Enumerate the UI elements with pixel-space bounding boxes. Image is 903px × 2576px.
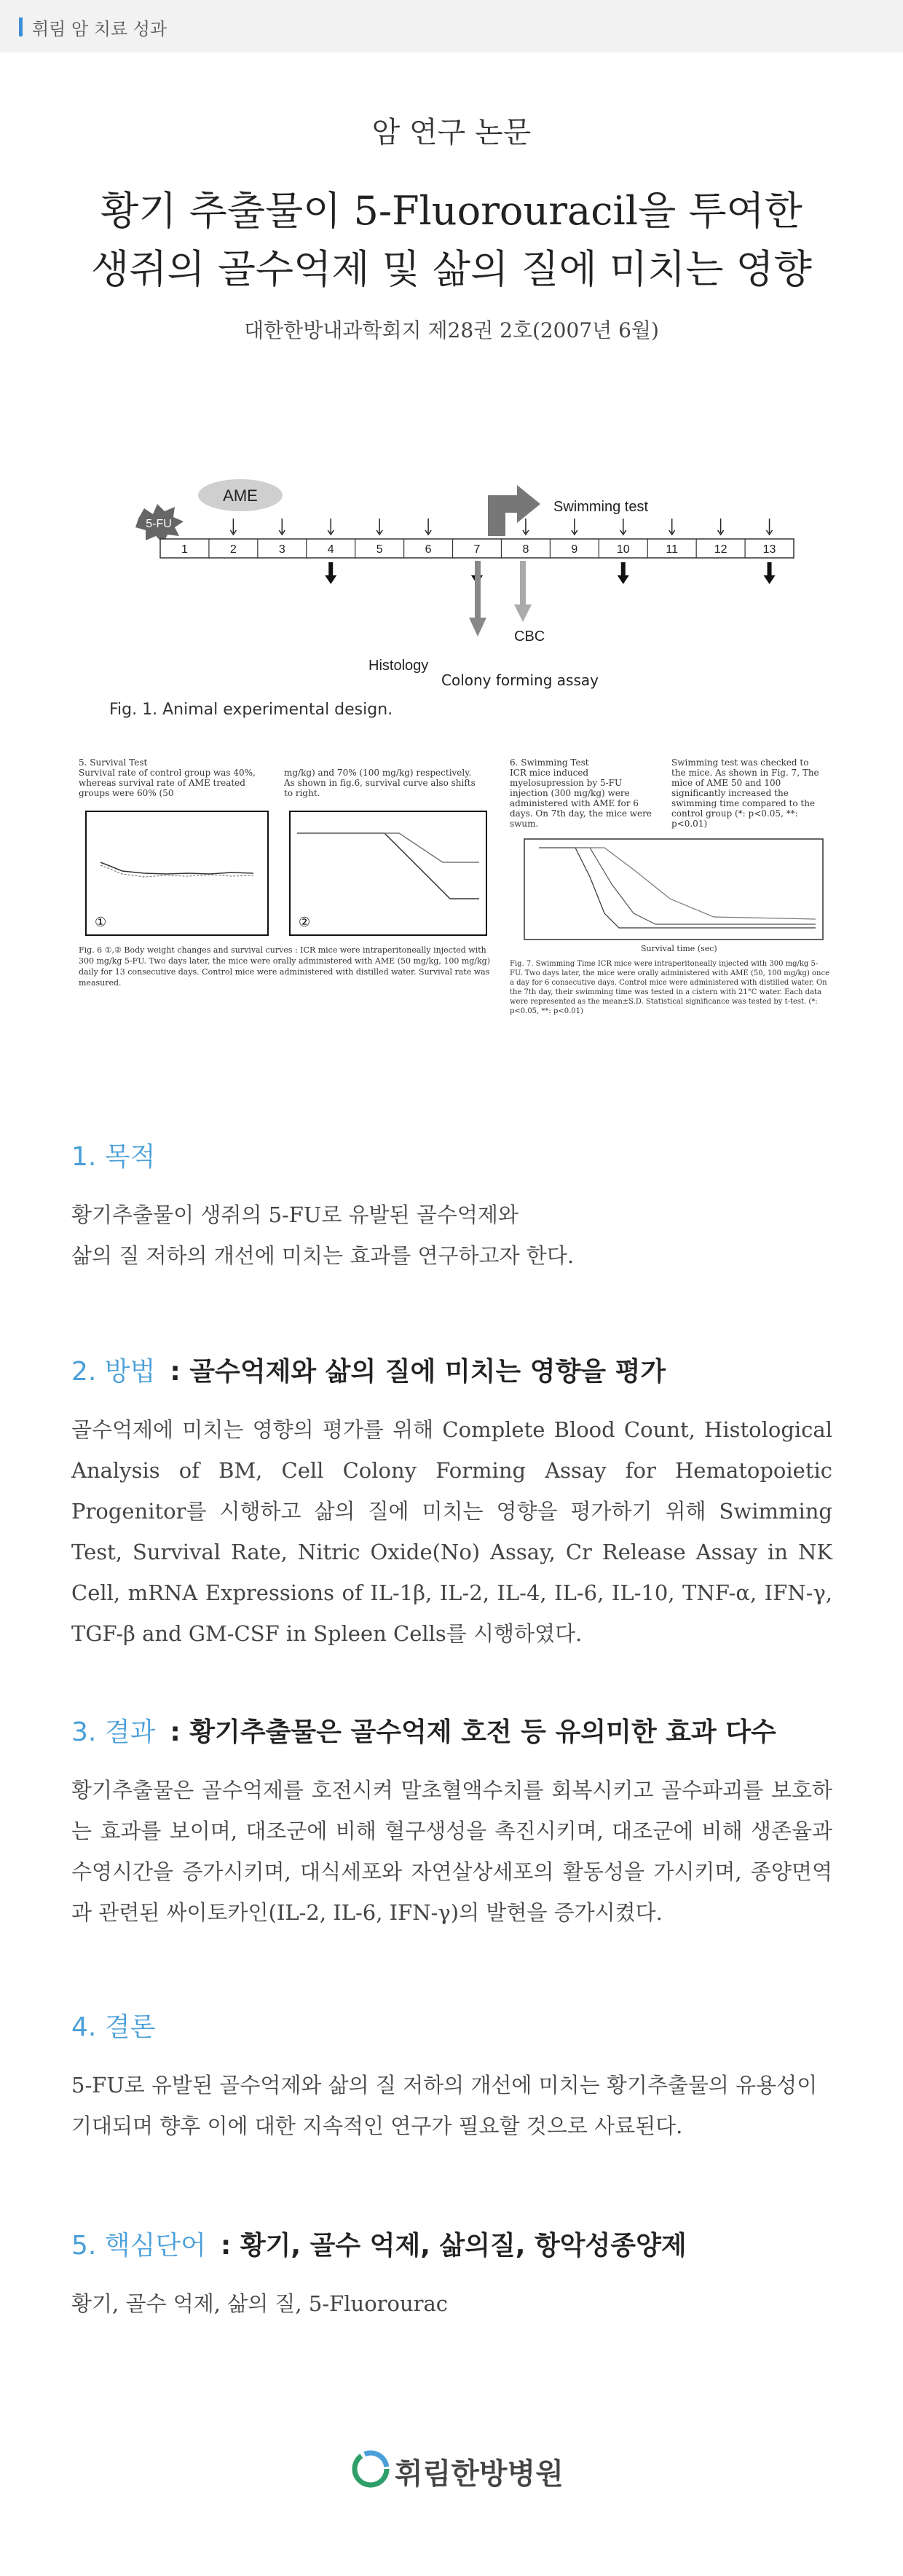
section-keywords-body: 황기, 골수 억제, 삶의 질, 5-Fluorourac	[71, 2291, 449, 2316]
cbc-arrow-head	[514, 604, 532, 622]
dose-arrow-icon	[376, 519, 382, 535]
section-keywords-heading	[71, 2225, 687, 2262]
section-method-heading	[71, 1351, 666, 1388]
day-label: 11	[666, 543, 678, 556]
section-result-body: 황기추출물은 골수억제를 호전시켜 말초혈액수치를 회복시키고 골수파괴를 보호하는 효과를 보이며, 대조군에 비해 혈구생성을 촉진시키며, 대조군에 비해 생존율과 수영시간을 증가시키며, 대식세포와 자연살상세포의 활동성을 가시키며, 종양면역과 관련된 싸이토카인(IL-2, IL-6, IFN-γ)의 발현을 증가시켰다.	[71, 1778, 832, 1925]
dose-arrow-icon	[620, 519, 626, 535]
day-label: 5	[376, 543, 383, 556]
day-label: 7	[473, 543, 481, 556]
day-label: 6	[425, 543, 432, 556]
cbc-label: CBC	[514, 629, 545, 645]
swimming-label: Swimming test	[553, 499, 649, 515]
section-result-heading	[71, 1712, 776, 1749]
section-keywords-title: 5. 핵심단어	[71, 2231, 206, 2261]
category-label: 휘림 암 치료 성과	[32, 19, 167, 39]
dose-arrow-icon	[523, 519, 529, 535]
paper-title-line1: 황기 추출물이 5-Fluorouracil을 투여한	[100, 188, 803, 234]
journal-citation: 대한한방내과학회지 제28권 2호(2007년 6월)	[244, 318, 659, 342]
paper-title	[0, 182, 903, 299]
day-label: 4	[327, 543, 334, 556]
dose-arrow-icon	[767, 519, 773, 535]
survival-text2: mg/kg) and 70% (100 mg/kg) respectively. As shown in fig.6, survival curve also shifts to right.	[284, 768, 476, 798]
sampling-arrow-icon	[325, 562, 336, 584]
figure-swimming	[510, 757, 830, 1020]
day-label: 13	[762, 543, 776, 556]
panel1-label: ①	[95, 915, 107, 930]
sampling-arrow-icon	[764, 562, 776, 584]
swimming-chart	[510, 833, 830, 957]
section-method-body: 골수억제에 미치는 영향의 평가를 위해 Complete Blood Count, Histological Analysis of BM, Cell Colony Forming Assay for Hematopoietic Progenitor를 시행하고 삶의 질에 미치는 영향을 평가하기 위해 Swimming Test, Survival Rate, Nitric Oxide(No) Assay, Cr Release Assay in NK Cell, mRNA Expressions of IL-1β, IL-2, IL-4, IL-6, IL-10, TNF-α, IFN-γ, TGF-β and GM-CSF in Spleen Cells를 시행하였다.	[71, 1417, 832, 1646]
histology-arrow-head	[469, 618, 486, 637]
section-result-title: 3. 결과	[71, 1717, 156, 1747]
hospital-brand-name: 휘림한방병원	[395, 2457, 564, 2491]
fu-label: 5-FU	[146, 518, 172, 530]
figure7-caption: Fig. 7. Swimming Time ICR mice were intraperitoneally injected with 300 mg/kg 5-FU. Two days later, the mice were orally administered with AME (50, 100 mg/kg) once a day for 6 consecutive days. Control mice were administered with distilled water. On the 7th day, their swimming time was tested in a cistern with 21°C water. Each data were represented as the mean±S.D. Statistical significance was tested by t-test. (*: p<0.05, **: p<0.01)	[510, 960, 829, 1015]
section-purpose-heading	[71, 1136, 155, 1173]
day-label: 8	[522, 543, 529, 556]
section-conclusion-heading	[71, 2006, 155, 2044]
swimming-text1: ICR mice induced myelosupression by 5-FU injection (300 mg/kg) were administered with AME for 6 days. On 7th day, the mice were swum.	[510, 768, 652, 829]
top-bar	[0, 0, 903, 52]
cbc-arrow-shaft	[520, 561, 526, 606]
day-label: 10	[616, 543, 630, 556]
paper-title-line2: 생쥐의 골수억제 및 삶의 질에 미치는 영향	[91, 246, 812, 292]
dose-arrow-icon	[669, 519, 675, 535]
survival-chart-frame	[290, 811, 486, 935]
section-result-subtitle: : 황기추출물은 골수억제 호전 등 유의미한 효과 다수	[170, 1717, 776, 1747]
section-purpose-title: 1. 목적	[71, 1142, 156, 1172]
dose-arrow-icon	[425, 519, 431, 535]
day-label: 12	[714, 543, 727, 556]
day-label: 9	[571, 543, 578, 556]
dose-arrow-icon	[230, 519, 236, 535]
day-label: 2	[229, 543, 237, 556]
paper-kicker: 암 연구 논문	[371, 116, 532, 149]
figure6-caption: Fig. 6 ①,② Body weight changes and survival curves : ICR mice were intraperitoneally injected with 300 mg/kg 5-FU. Two days later, the mice were orally administered with AME (50 mg/kg, 100 mg/kg) daily for 13 consecutive days. Control mice were administered with distilled water. Survival rate was measured.	[79, 945, 490, 988]
section-purpose-body: 황기추출물이 생쥐의 5-FU로 유발된 골수억제와 삶의 질 저하의 개선에 미치는 효과를 연구하고자 한다.	[71, 1202, 575, 1268]
survival-heading: 5. Survival Test	[79, 757, 148, 768]
figure-survival	[79, 757, 494, 1020]
swimming-text2: Swimming test was checked to the mice. As shown in Fig. 7, The mice of AME 50 and 100 significantly increased the swimming time compared to the control group (*: p<0.05, **: p<0.01)	[671, 757, 819, 829]
section-method-subtitle: : 골수억제와 삶의 질에 미치는 영향을 평가	[170, 1357, 666, 1387]
figure1-caption: Fig. 1. Animal experimental design.	[109, 701, 393, 719]
colony-label: Colony forming assay	[441, 671, 599, 689]
dose-arrow-icon	[572, 519, 577, 535]
section-method-title: 2. 방법	[71, 1357, 156, 1387]
swimming-arrow-icon	[488, 485, 540, 536]
swimming-xlabel: Survival time (sec)	[641, 944, 717, 953]
dose-arrow-icon	[328, 519, 334, 535]
panel2-label: ②	[299, 915, 311, 930]
ame-label: AME	[223, 487, 258, 505]
sampling-arrow-icon	[618, 562, 629, 584]
section-conclusion-body: 5-FU로 유발된 골수억제와 삶의 질 저하의 개선에 미치는 황기추출물의 유용성이 기대되며 향후 이에 대한 지속적인 연구가 필요할 것으로 사료된다.	[71, 2073, 818, 2138]
dose-arrow-icon	[279, 519, 285, 535]
survival-charts	[79, 804, 494, 942]
swimming-heading: 6. Swimming Test	[510, 757, 589, 768]
accent-bar	[19, 17, 23, 36]
figure-experimental-design	[109, 466, 823, 728]
survival-text1: Survival rate of control group was 40%, whereas survival rate of AME treated groups were 60% (50	[79, 768, 256, 798]
hospital-logo-icon	[351, 2449, 390, 2489]
histology-arrow-shaft	[475, 561, 481, 619]
day-label: 1	[181, 543, 188, 556]
section-keywords-subtitle: : 황기, 골수 억제, 삶의질, 항악성종양제	[220, 2231, 687, 2261]
section-conclusion-title: 4. 결론	[71, 2012, 156, 2042]
dose-arrow-icon	[718, 519, 724, 535]
footer-logo	[0, 2443, 903, 2494]
day-label: 3	[278, 543, 285, 556]
experimental-design-diagram	[109, 466, 823, 685]
histology-label: Histology	[368, 658, 429, 674]
